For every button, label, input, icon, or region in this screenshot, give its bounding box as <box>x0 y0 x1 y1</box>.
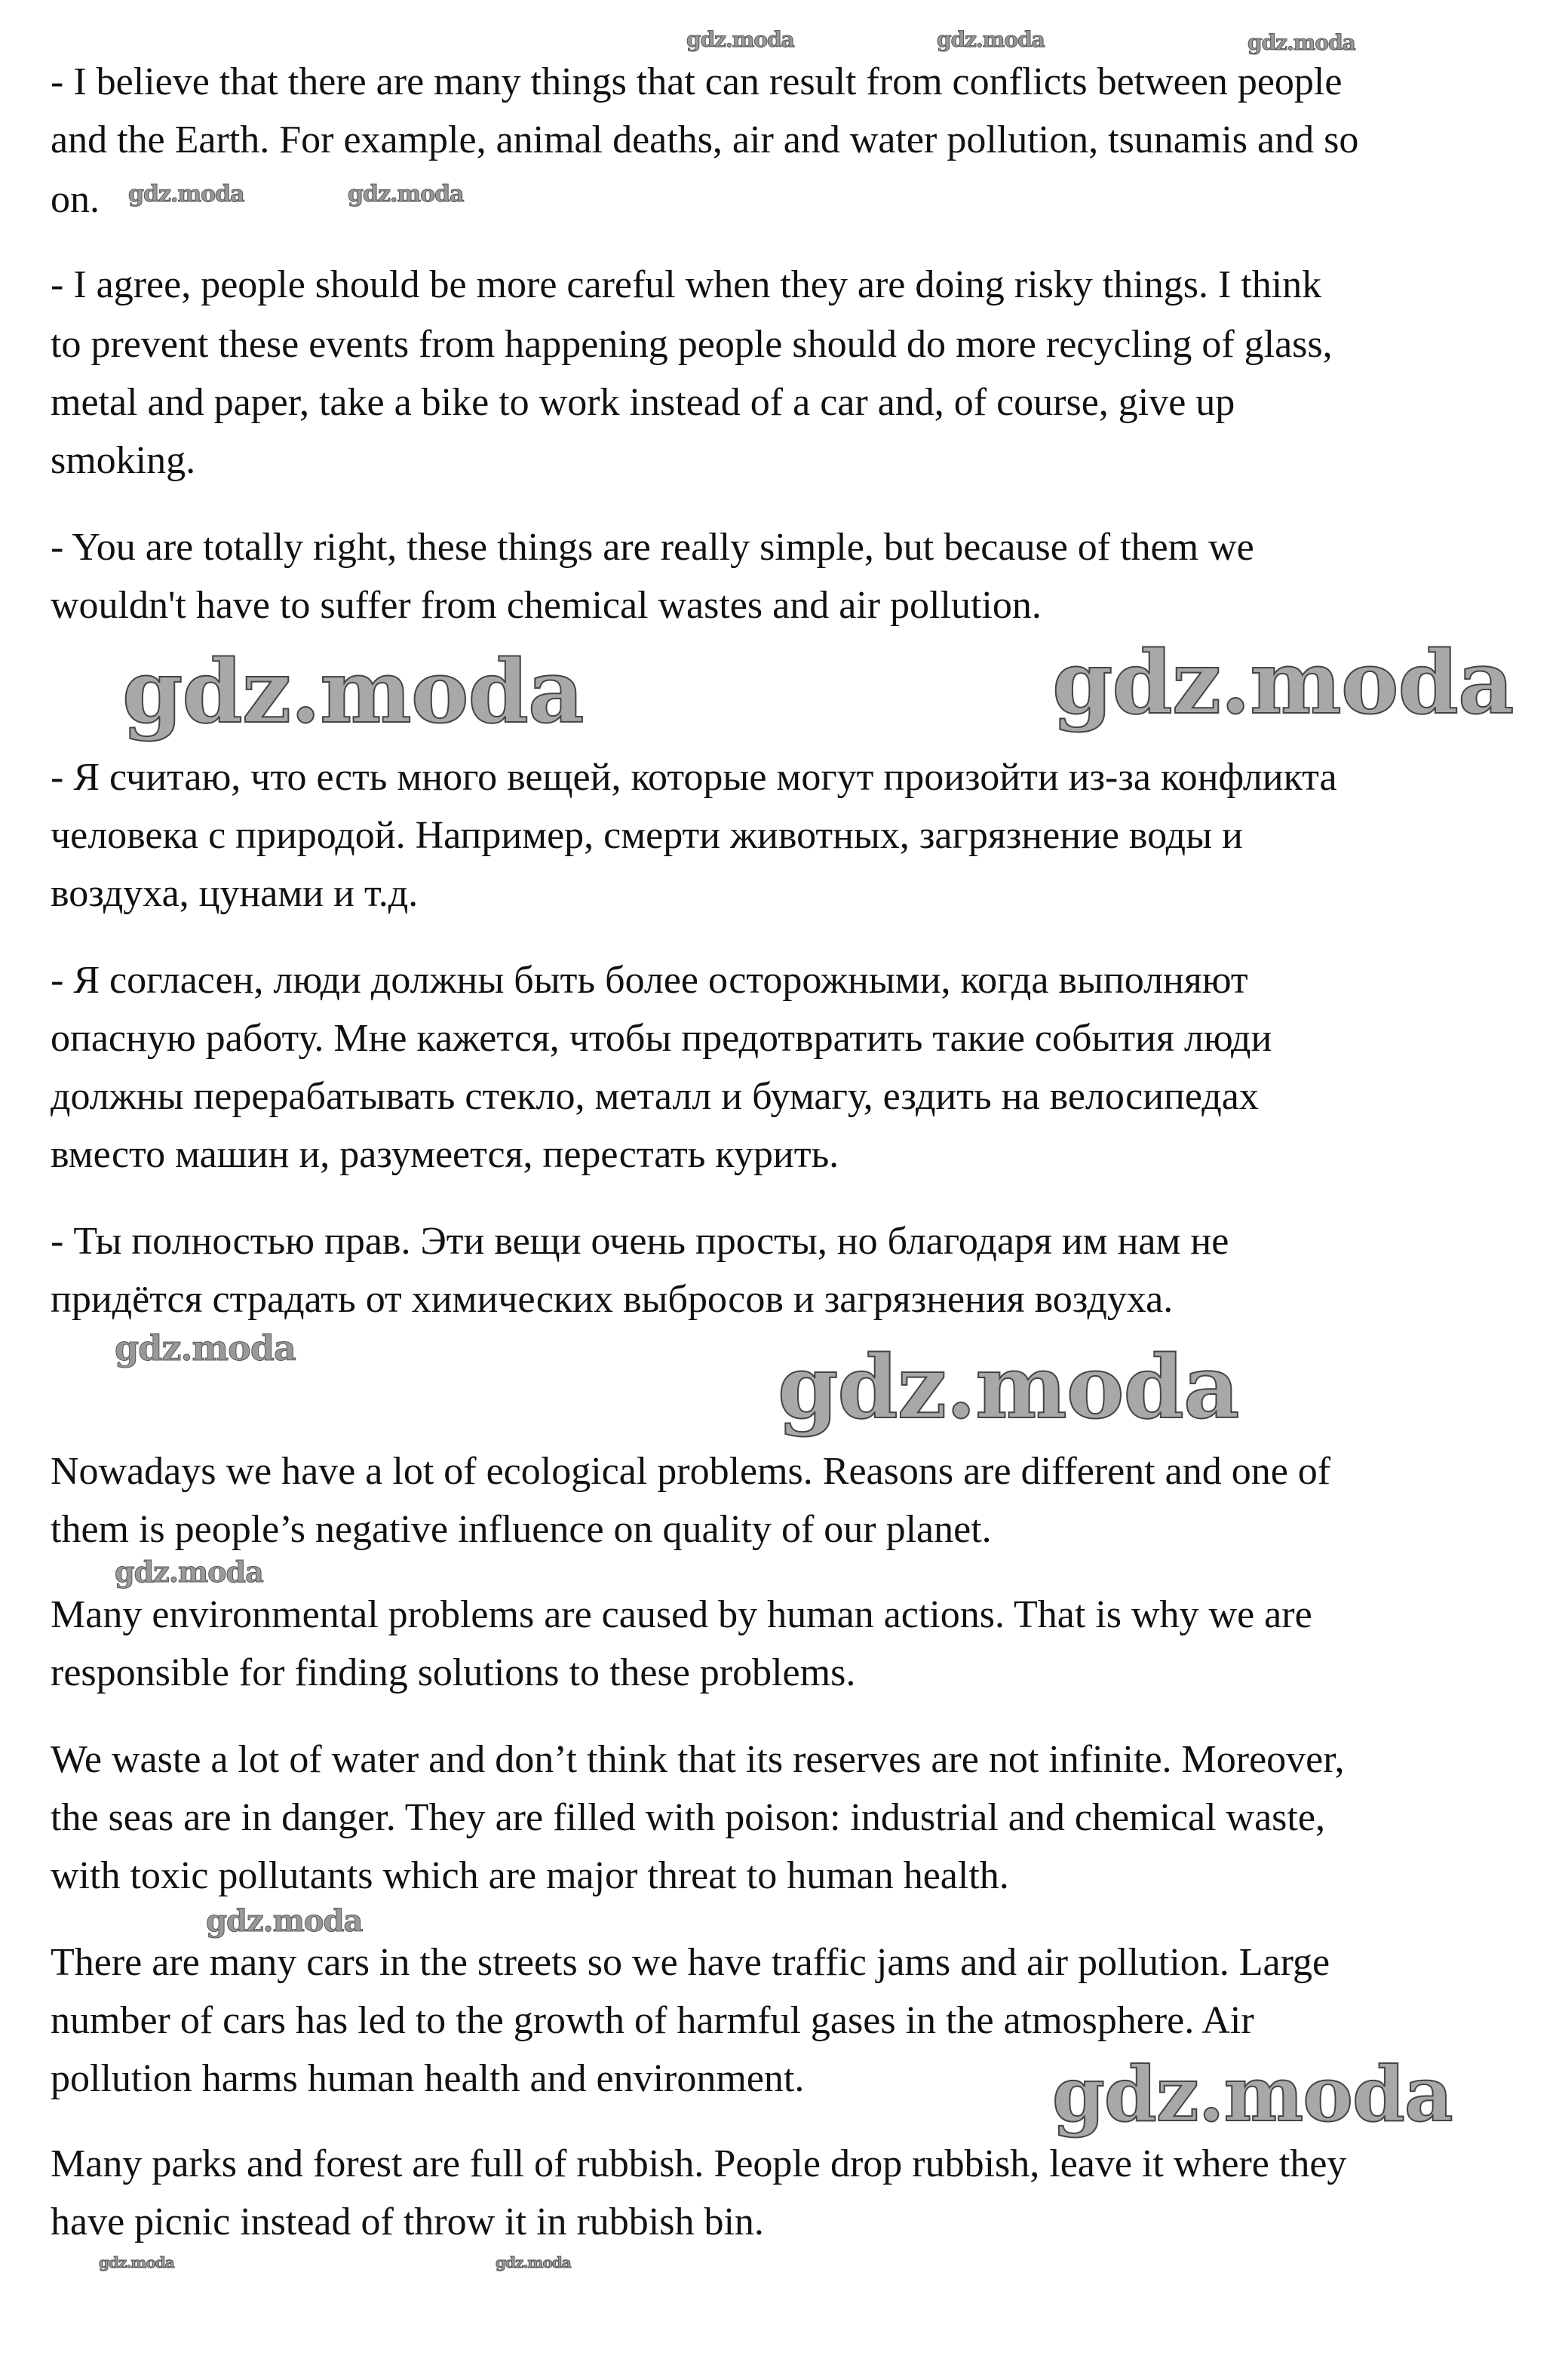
paragraph-5-line: опасную работу. Мне кажется, чтобы предотвратить такие события люди <box>51 1017 1272 1060</box>
watermark-logo: gdz.moda <box>115 1555 263 1589</box>
paragraph-5-line: - Я согласен, люди должны быть более осторожными, когда выполняют <box>51 959 1248 1002</box>
watermark-logo: gdz.moda <box>1052 2050 1453 2139</box>
paragraph-1-line: on. <box>51 178 100 221</box>
paragraph-10-line: number of cars has led to the growth of harmful gases in the atmosphere. Air <box>51 1999 1254 2042</box>
paragraph-11-line: Many parks and forest are full of rubbish. People drop rubbish, leave it where they <box>51 2142 1347 2185</box>
paragraph-3-line: - You are totally right, these things are really simple, but because of them we <box>51 526 1254 569</box>
watermark-logo: gdz.moda <box>348 181 464 207</box>
paragraph-8-line: Many environmental problems are caused by human actions. That is why we are <box>51 1593 1312 1636</box>
paragraph-4-line: воздуха, цунами и т.д. <box>51 872 419 915</box>
paragraph-7-line: them is people’s negative influence on quality of our planet. <box>51 1508 992 1551</box>
paragraph-9-line: We waste a lot of water and don’t think that its reserves are not infinite. Moreover, <box>51 1738 1345 1781</box>
paragraph-1-line: and the Earth. For example, animal deaths, air and water pollution, tsunamis and so <box>51 118 1359 161</box>
paragraph-2-line: to prevent these events from happening people should do more recycling of glass, <box>51 323 1333 366</box>
watermark-logo: gdz.moda <box>128 181 244 207</box>
watermark-logo: gdz.moda <box>99 2253 174 2271</box>
paragraph-5-line: вместо машин и, разумеется, перестать курить. <box>51 1133 839 1176</box>
watermark-logo: gdz.moda <box>206 1903 363 1939</box>
paragraph-4-line: человека с природой. Например, смерти животных, загрязнение воды и <box>51 814 1243 857</box>
paragraph-10-line: There are many cars in the streets so we have traffic jams and air pollution. Large <box>51 1941 1330 1984</box>
watermark-logo: gdz.moda <box>1247 30 1355 55</box>
paragraph-9-line: the seas are in danger. They are filled with poison: industrial and chemical waste, <box>51 1796 1325 1839</box>
paragraph-7-line: Nowadays we have a lot of ecological problems. Reasons are different and one of <box>51 1450 1331 1493</box>
paragraph-2-line: smoking. <box>51 439 196 482</box>
paragraph-11-line: have picnic instead of throw it in rubbish bin. <box>51 2200 764 2243</box>
paragraph-4-line: - Я считаю, что есть много вещей, которые могут произойти из-за конфликта <box>51 756 1337 799</box>
paragraph-8-line: responsible for finding solutions to these problems. <box>51 1651 856 1694</box>
watermark-logo: gdz.moda <box>122 641 584 743</box>
paragraph-3-line: wouldn't have to suffer from chemical wastes and air pollution. <box>51 584 1042 627</box>
paragraph-2-line: - I agree, people should be more careful when they are doing risky things. I think <box>51 263 1322 306</box>
watermark-logo: gdz.moda <box>1052 632 1514 734</box>
paragraph-9-line: with toxic pollutants which are major threat to human health. <box>51 1854 1009 1897</box>
watermark-logo: gdz.moda <box>115 1328 296 1368</box>
paragraph-10-line: pollution harms human health and environment. <box>51 2057 805 2100</box>
watermark-logo: gdz.moda <box>937 27 1045 52</box>
watermark-logo: gdz.moda <box>686 27 794 52</box>
paragraph-5-line: должны перерабатывать стекло, металл и бумагу, ездить на велосипедах <box>51 1075 1259 1118</box>
watermark-logo: gdz.moda <box>496 2253 571 2271</box>
watermark-logo: gdz.moda <box>778 1337 1239 1439</box>
paragraph-1-line: - I believe that there are many things that can result from conflicts between people <box>51 60 1343 103</box>
paragraph-6-line: - Ты полностью прав. Эти вещи очень просты, но благодаря им нам не <box>51 1220 1229 1263</box>
paragraph-6-line: придётся страдать от химических выбросов и загрязнения воздуха. <box>51 1278 1174 1321</box>
paragraph-2-line: metal and paper, take a bike to work instead of a car and, of course, give up <box>51 381 1235 424</box>
